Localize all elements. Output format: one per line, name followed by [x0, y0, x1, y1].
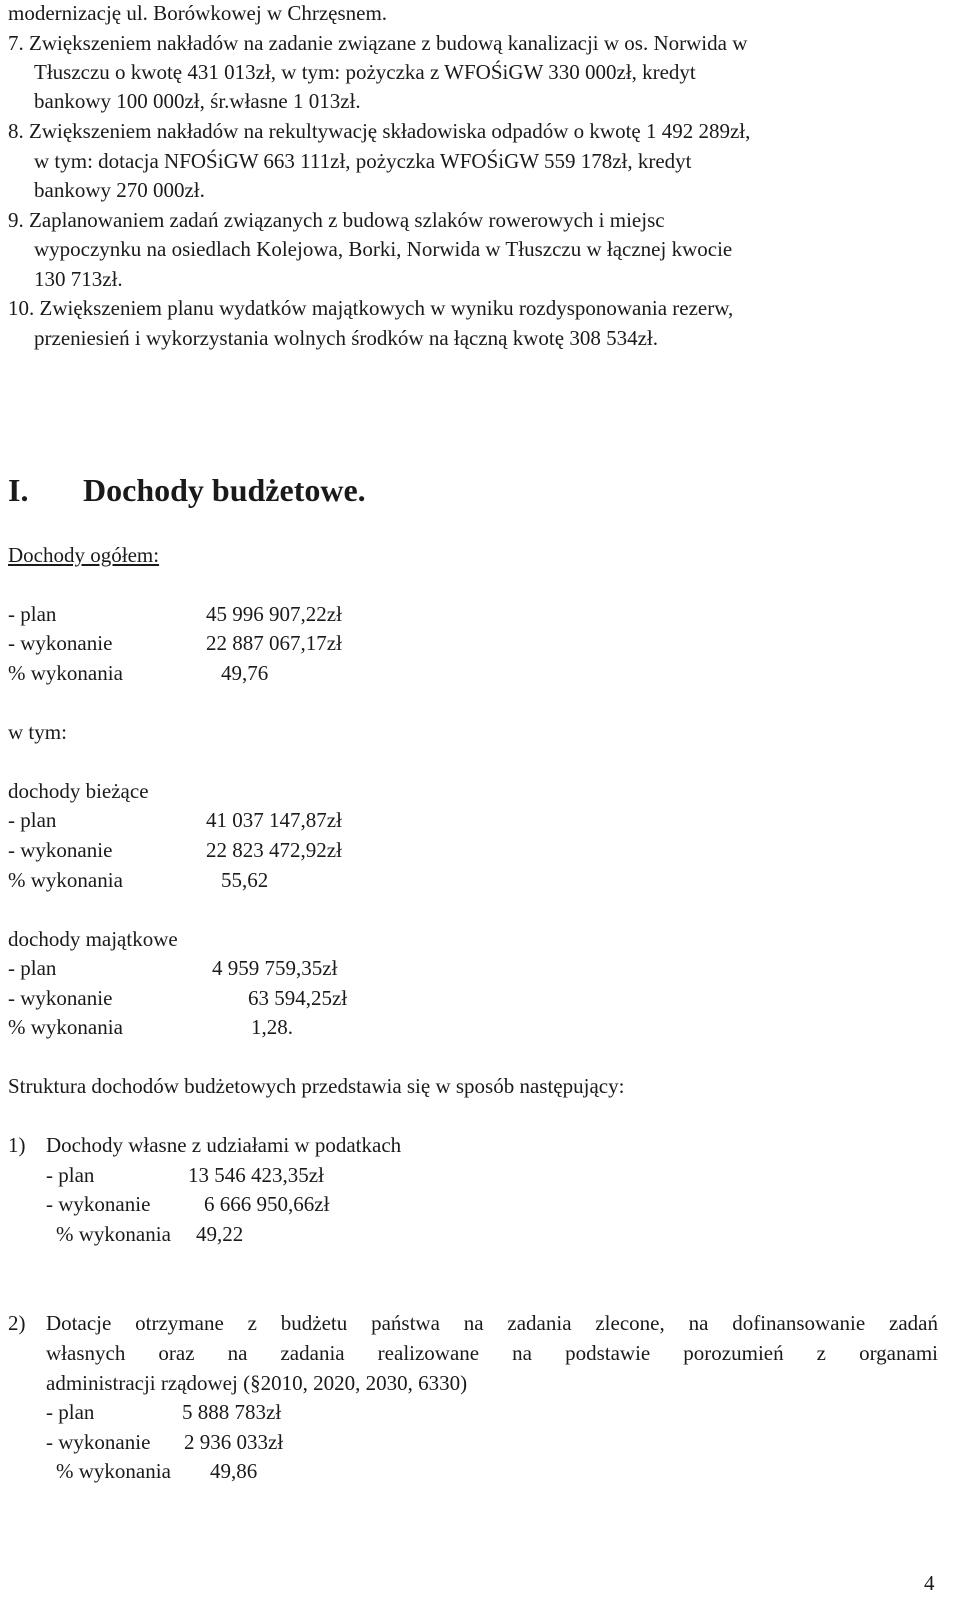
majatkowe-plan-value: 4 959 759,35zł	[212, 956, 338, 980]
item1-plan-value: 13 546 423,35zł	[188, 1163, 324, 1187]
total-plan-value: 45 996 907,22zł	[206, 602, 342, 626]
total-plan-label: - plan	[8, 602, 57, 626]
item2-exec-value: 2 936 033zł	[184, 1430, 284, 1454]
total-heading: Dochody ogółem:	[8, 543, 160, 567]
majatkowe-plan-label: - plan	[8, 956, 57, 980]
item1-number: 1)	[8, 1133, 26, 1157]
item1-exec-value: 6 666 950,66zł	[204, 1192, 330, 1216]
item2-plan-value: 5 888 783zł	[182, 1400, 282, 1424]
total-pct-value: 49,76	[221, 661, 269, 685]
list-item-7: 7. Zwiększeniem nakładów na zadanie związane z budową kanalizacji w os. Norwida w	[8, 31, 748, 55]
w-tym-label: w tym:	[8, 720, 67, 744]
majatkowe-pct-value: 1,28.	[251, 1015, 293, 1039]
item1-pct-label: % wykonania	[56, 1222, 171, 1246]
item2-number: 2)	[8, 1311, 26, 1335]
biezace-pct-label: % wykonania	[8, 868, 123, 892]
majatkowe-exec-label: - wykonanie	[8, 986, 113, 1010]
list-item-10: 10. Zwiększeniem planu wydatków majątkowych w wyniku rozdysponowania rezerw,	[8, 296, 734, 320]
biezace-plan-label: - plan	[8, 808, 57, 832]
biezace-exec-value: 22 823 472,92zł	[206, 838, 342, 862]
text-line: Tłuszczu o kwotę 431 013zł, w tym: pożyczka z WFOŚiGW 330 000zł, kredyt	[34, 60, 696, 84]
item1-exec-label: - wykonanie	[46, 1192, 151, 1216]
section-number: I.	[8, 472, 29, 508]
list-item-8: 8. Zwiększeniem nakładów na rekultywację składowiska odpadów o kwotę 1 492 289zł,	[8, 119, 751, 143]
total-exec-label: - wykonanie	[8, 631, 113, 655]
total-exec-value: 22 887 067,17zł	[206, 631, 342, 655]
list-item-9: 9. Zaplanowaniem zadań związanych z budową szlaków rowerowych i miejsc	[8, 208, 665, 232]
biezace-heading: dochody bieżące	[8, 779, 149, 803]
item2-plan-label: - plan	[46, 1400, 95, 1424]
text-line: wypoczynku na osiedlach Kolejowa, Borki, Norwida w Tłuszczu w łącznej kwocie	[34, 237, 733, 261]
text-line: w tym: dotacja NFOŚiGW 663 111zł, pożyczka WFOŚiGW 559 178zł, kredyt	[34, 149, 692, 173]
item2-exec-label: - wykonanie	[46, 1430, 151, 1454]
item2-line-3: administracji rządowej (§2010, 2020, 2030, 6330)	[46, 1371, 468, 1395]
majatkowe-heading: dochody majątkowe	[8, 927, 178, 951]
struktura-intro: Struktura dochodów budżetowych przedstawia się w sposób następujący:	[8, 1074, 625, 1098]
text-line: 130 713zł.	[34, 267, 123, 291]
page-number: 4	[924, 1571, 935, 1595]
item1-title: Dochody własne z udziałami w podatkach	[46, 1133, 402, 1157]
item1-plan-label: - plan	[46, 1163, 95, 1187]
text-line: bankowy 100 000zł, śr.własne 1 013zł.	[34, 89, 361, 113]
majatkowe-pct-label: % wykonania	[8, 1015, 123, 1039]
text-line: przeniesień i wykorzystania wolnych środków na łączną kwotę 308 534zł.	[34, 326, 658, 350]
biezace-plan-value: 41 037 147,87zł	[206, 808, 342, 832]
total-pct-label: % wykonania	[8, 661, 123, 685]
text-line: bankowy 270 000zł.	[34, 178, 205, 202]
section-title: Dochody budżetowe.	[83, 472, 366, 508]
item2-pct-value: 49,86	[210, 1459, 258, 1483]
majatkowe-exec-value: 63 594,25zł	[248, 986, 348, 1010]
biezace-pct-value: 55,62	[221, 868, 269, 892]
item2-pct-label: % wykonania	[56, 1459, 171, 1483]
text-line: modernizację ul. Borówkowej w Chrzęsnem.	[8, 1, 388, 25]
biezace-exec-label: - wykonanie	[8, 838, 113, 862]
item1-pct-value: 49,22	[196, 1222, 244, 1246]
item2-line-2: własnych oraz na zadania realizowane na podstawie porozumień z organami	[46, 1341, 938, 1365]
item2-line-1: Dotacje otrzymane z budżetu państwa na zadania zlecone, na dofinansowanie zadań	[46, 1311, 938, 1335]
